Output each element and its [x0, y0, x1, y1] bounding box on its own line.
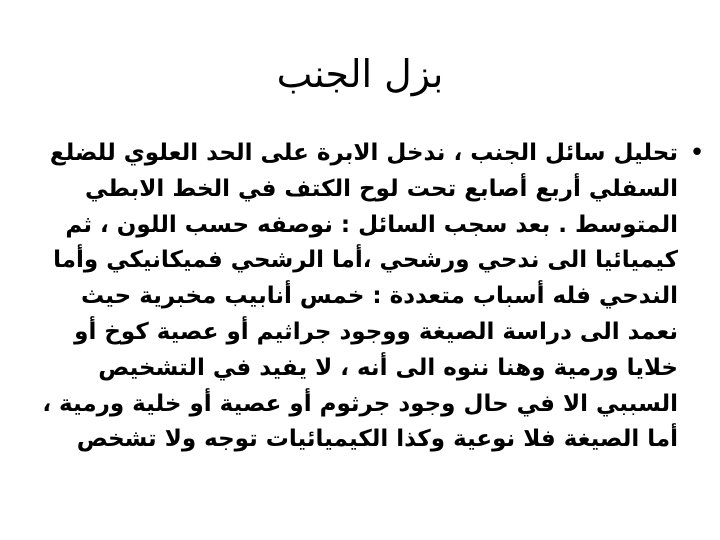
body-line: السببي الا في حال وجود جرثوم أو عصية أو خلية ورمية ،	[42, 390, 678, 417]
bullet-block	[42, 136, 705, 458]
bullet-marker: •	[689, 138, 705, 168]
body-line: أما الصيغة فلا نوعية وكذا الكيميائيات توجه ولا تشخص	[76, 426, 678, 453]
body-line: الندحي فله أسباب متعددة : خمس أنابيب مخبرية حيث	[80, 283, 678, 310]
body-line: تحليل سائل الجنب ، ندخل الابرة على الحد العلوي للضلع	[49, 140, 678, 166]
body-line: خلايا ورمية وهنا ننوه الى أنه ، لا يفيد في التشخيص	[98, 354, 678, 381]
body-line: نعمد الى دراسة الصيغة ووجود جراثيم أو عصية كوخ أو	[74, 318, 678, 345]
body-line: السفلي أربع أصابع تحت لوح الكتف في الخط الابطي	[84, 175, 678, 202]
slide-title: بزل الجنب	[276, 52, 444, 96]
body-line: المتوسط . بعد سجب السائل : نوصفه حسب اللون ، ثم	[65, 211, 678, 238]
body-line: كيميائيا الى ندحي ورشحي ،أما الرشحي فميكانيكي وأما	[53, 247, 678, 274]
